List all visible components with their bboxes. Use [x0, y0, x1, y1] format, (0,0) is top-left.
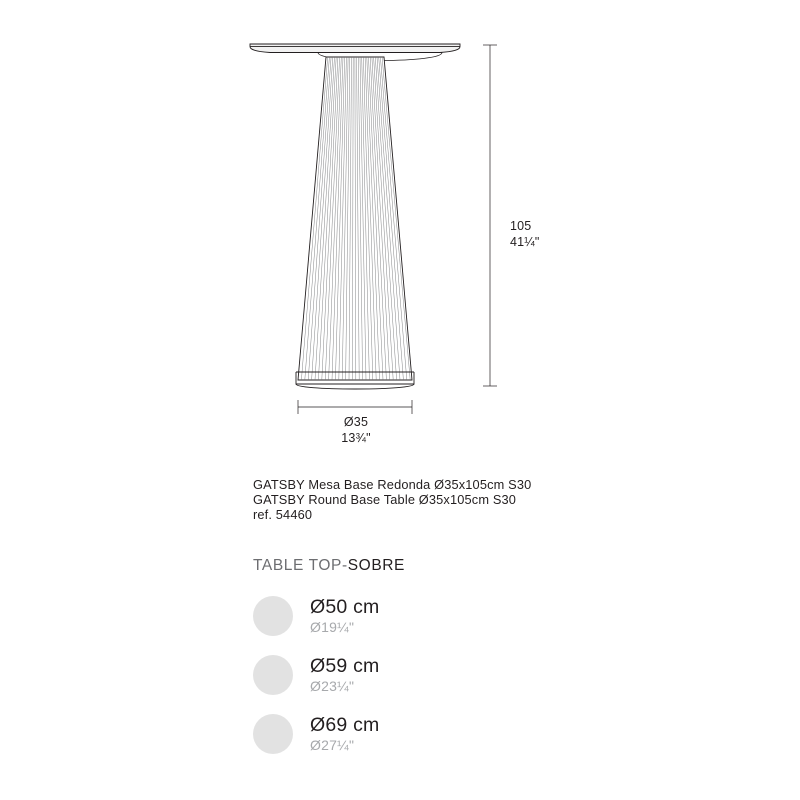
table-top-section-title	[253, 557, 405, 575]
width-dimension	[298, 400, 412, 414]
table-top-swatch	[253, 655, 293, 695]
option-labels	[310, 714, 379, 754]
option-labels	[310, 596, 379, 636]
width-value-cm: Ø35	[343, 415, 369, 429]
section-title-en: TABLE TOP	[253, 557, 342, 574]
table-top-swatch	[253, 714, 293, 754]
table-top-profile	[250, 44, 460, 53]
table-top-option-list	[253, 586, 653, 763]
option-labels	[310, 655, 379, 695]
list-item[interactable]	[253, 586, 653, 645]
option-diameter-in: Ø23¼"	[310, 677, 355, 694]
height-value-cm: 105	[510, 219, 532, 233]
option-diameter-in: Ø27¼"	[310, 736, 355, 753]
product-name-en: GATSBY Round Base Table Ø35x105cm S30	[253, 492, 517, 508]
option-diameter-cm: Ø59 cm	[310, 654, 380, 677]
option-diameter-cm: Ø69 cm	[310, 713, 380, 736]
option-diameter-cm: Ø50 cm	[310, 595, 380, 618]
width-dimension-label	[300, 415, 412, 446]
height-dimension-label	[510, 219, 540, 250]
product-caption	[253, 477, 531, 523]
section-title-es: SOBRE	[347, 557, 405, 574]
height-dimension	[483, 45, 497, 386]
list-item[interactable]	[253, 645, 653, 704]
width-value-in: 13¾"	[341, 430, 371, 445]
section-title-separator: -	[341, 557, 348, 574]
product-name-es: GATSBY Mesa Base Redonda Ø35x105cm S30	[253, 477, 532, 492]
list-item[interactable]	[253, 704, 653, 763]
height-value-in: 41¼"	[510, 234, 540, 249]
table-top-swatch	[253, 596, 293, 636]
product-reference: ref. 54460	[253, 507, 313, 523]
option-diameter-in: Ø19¼"	[310, 618, 355, 635]
